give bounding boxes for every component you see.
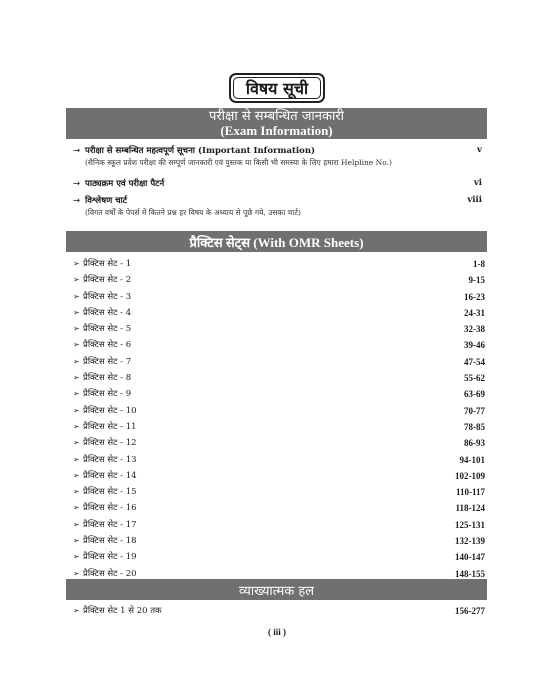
practice-set-row[interactable] [73, 386, 487, 402]
practice-set-label: प्रैक्टिस सेट - 4 [83, 307, 132, 318]
bullet-icon: ➢ [73, 454, 80, 464]
info-item-description: (सैनिक स्कूल प्रवेश परीक्षा की सम्पूर्ण जानकारी एवं पुस्तक या किसी भी समस्या के लिए हमारा Helpline No.) [85, 158, 392, 167]
info-item-page: viii [467, 195, 482, 205]
practice-set-pages: 118-124 [455, 503, 485, 514]
bullet-icon: ➢ [73, 356, 80, 366]
bullet-icon: ➢ [73, 470, 80, 480]
practice-set-pages: 24-31 [464, 307, 485, 318]
bullet-icon: ➢ [73, 373, 80, 383]
practice-set-pages: 16-23 [464, 291, 485, 302]
practice-set-pages: 125-131 [455, 519, 485, 530]
exam-info-header [66, 108, 487, 139]
practice-set-label: प्रैक्टिस सेट - 3 [83, 291, 132, 302]
bullet-icon: ➢ [73, 275, 80, 285]
bullet-icon: ➢ [73, 324, 80, 334]
practice-set-label: प्रैक्टिस सेट - 9 [83, 389, 132, 400]
practice-set-row[interactable] [73, 435, 487, 451]
practice-set-label: प्रैक्टिस सेट - 6 [83, 340, 132, 351]
practice-set-row[interactable] [73, 468, 487, 484]
practice-set-pages: 94-101 [459, 454, 485, 465]
page-number: ( iii ) [268, 627, 286, 637]
practice-set-pages: 132-139 [455, 536, 485, 547]
practice-set-row[interactable] [73, 256, 487, 272]
bullet-icon: ➢ [73, 568, 80, 578]
practice-set-pages: 148-155 [455, 568, 485, 579]
practice-set-row[interactable] [73, 517, 487, 533]
practice-set-row[interactable] [73, 549, 487, 565]
practice-set-row[interactable] [73, 289, 487, 305]
practice-set-row[interactable] [73, 305, 487, 321]
solutions-row[interactable] [73, 604, 487, 618]
arrow-icon: → [73, 196, 81, 206]
page-title-box [229, 73, 325, 103]
practice-set-pages: 86-93 [464, 438, 485, 449]
practice-set-row[interactable] [73, 370, 487, 386]
practice-sets-header [66, 231, 487, 252]
practice-set-row[interactable] [73, 321, 487, 337]
info-item-description: (विगत वर्षों के पेपर्स में कितने प्रश्न हर विषय के अध्याय से पूछे गये, उसका चार्ट) [85, 208, 301, 217]
bullet-icon: ➢ [73, 307, 80, 317]
practice-set-row[interactable] [73, 272, 487, 288]
info-item-important[interactable] [73, 145, 485, 168]
practice-set-label: प्रैक्टिस सेट - 18 [83, 536, 137, 547]
bullet-icon: ➢ [73, 389, 80, 399]
arrow-icon: → [73, 146, 81, 156]
practice-set-pages: 47-54 [464, 356, 485, 367]
practice-set-label: प्रैक्टिस सेट - 2 [83, 275, 132, 286]
info-item-label: परीक्षा से सम्बन्धित महत्वपूर्ण सूचना (Important Information) [85, 146, 316, 156]
practice-set-label: प्रैक्टिस सेट - 5 [83, 324, 132, 335]
practice-set-label: प्रैक्टिस सेट - 11 [83, 421, 137, 432]
practice-set-label: प्रैक्टिस सेट - 12 [83, 438, 137, 449]
practice-set-label: प्रैक्टिस सेट - 17 [83, 519, 137, 530]
arrow-icon: → [73, 179, 81, 189]
practice-set-row[interactable] [73, 354, 487, 370]
bullet-icon: ➢ [73, 487, 80, 497]
practice-set-pages: 32-38 [464, 324, 485, 335]
practice-sets-heading: प्रैक्टिस सेट्स (With OMR Sheets) [189, 234, 364, 250]
info-item-label: पाठ्यक्रम एवं परीक्षा पैटर्न [85, 179, 165, 189]
info-item-page: vi [473, 178, 482, 188]
practice-set-label: प्रैक्टिस सेट - 10 [83, 405, 137, 416]
bullet-icon: ➢ [73, 405, 80, 415]
bullet-icon: ➢ [73, 291, 80, 301]
practice-set-label: प्रैक्टिस सेट - 1 [83, 259, 132, 269]
practice-set-label: प्रैक्टिस सेट - 8 [83, 373, 132, 384]
practice-set-pages: 102-109 [455, 470, 485, 481]
practice-set-label: प्रैक्टिस सेट - 15 [83, 487, 137, 498]
bullet-icon: ➢ [73, 438, 80, 448]
practice-set-pages: 55-62 [464, 373, 485, 384]
bullet-icon: ➢ [73, 340, 80, 350]
practice-set-row[interactable] [73, 419, 487, 435]
practice-set-label: प्रैक्टिस सेट - 13 [83, 454, 137, 465]
practice-set-label: प्रैक्टिस सेट - 20 [83, 568, 137, 579]
practice-set-label: प्रैक्टिस सेट - 7 [83, 356, 132, 367]
solutions-header [66, 579, 487, 600]
info-item-analysis[interactable] [73, 195, 485, 218]
bullet-icon: ➢ [73, 259, 80, 268]
practice-set-pages: 70-77 [464, 405, 485, 416]
practice-set-pages: 140-147 [455, 552, 485, 563]
practice-set-row[interactable] [73, 337, 487, 353]
info-item-label: विश्लेषण चार्ट [85, 196, 128, 206]
practice-set-label: प्रैक्टिस सेट - 16 [83, 503, 137, 514]
practice-set-pages: 110-117 [455, 487, 485, 498]
practice-set-row[interactable] [73, 500, 487, 516]
practice-set-label: प्रैक्टिस सेट - 14 [83, 470, 137, 481]
bullet-icon: ➢ [73, 606, 80, 615]
exam-info-heading-hindi: परीक्षा से सम्बन्धित जानकारी [208, 109, 344, 124]
info-item-page: v [477, 145, 482, 155]
solutions-heading: व्याख्यात्मक हल [238, 583, 315, 599]
practice-set-row[interactable] [73, 403, 487, 419]
practice-set-pages: 39-46 [464, 340, 485, 351]
bullet-icon: ➢ [73, 421, 80, 431]
exam-info-heading-english: (Exam Information) [220, 123, 333, 138]
practice-set-row[interactable] [73, 533, 487, 549]
bullet-icon: ➢ [73, 552, 80, 562]
practice-set-pages: 63-69 [464, 389, 485, 400]
page-title: विषय सूची [245, 79, 309, 98]
practice-set-pages: 1-8 [473, 259, 485, 269]
practice-set-row[interactable] [73, 484, 487, 500]
practice-set-list [73, 256, 487, 582]
solutions-row-pages: 156-277 [455, 606, 485, 616]
practice-set-label: प्रैक्टिस सेट - 19 [83, 552, 137, 563]
practice-set-pages: 9-15 [468, 275, 485, 286]
bullet-icon: ➢ [73, 536, 80, 546]
practice-set-row[interactable] [73, 452, 487, 468]
bullet-icon: ➢ [73, 519, 80, 529]
practice-set-pages: 78-85 [464, 421, 485, 432]
bullet-icon: ➢ [73, 503, 80, 513]
info-item-syllabus[interactable] [73, 178, 485, 189]
solutions-row-label: प्रैक्टिस सेट 1 से 20 तक [83, 606, 162, 616]
